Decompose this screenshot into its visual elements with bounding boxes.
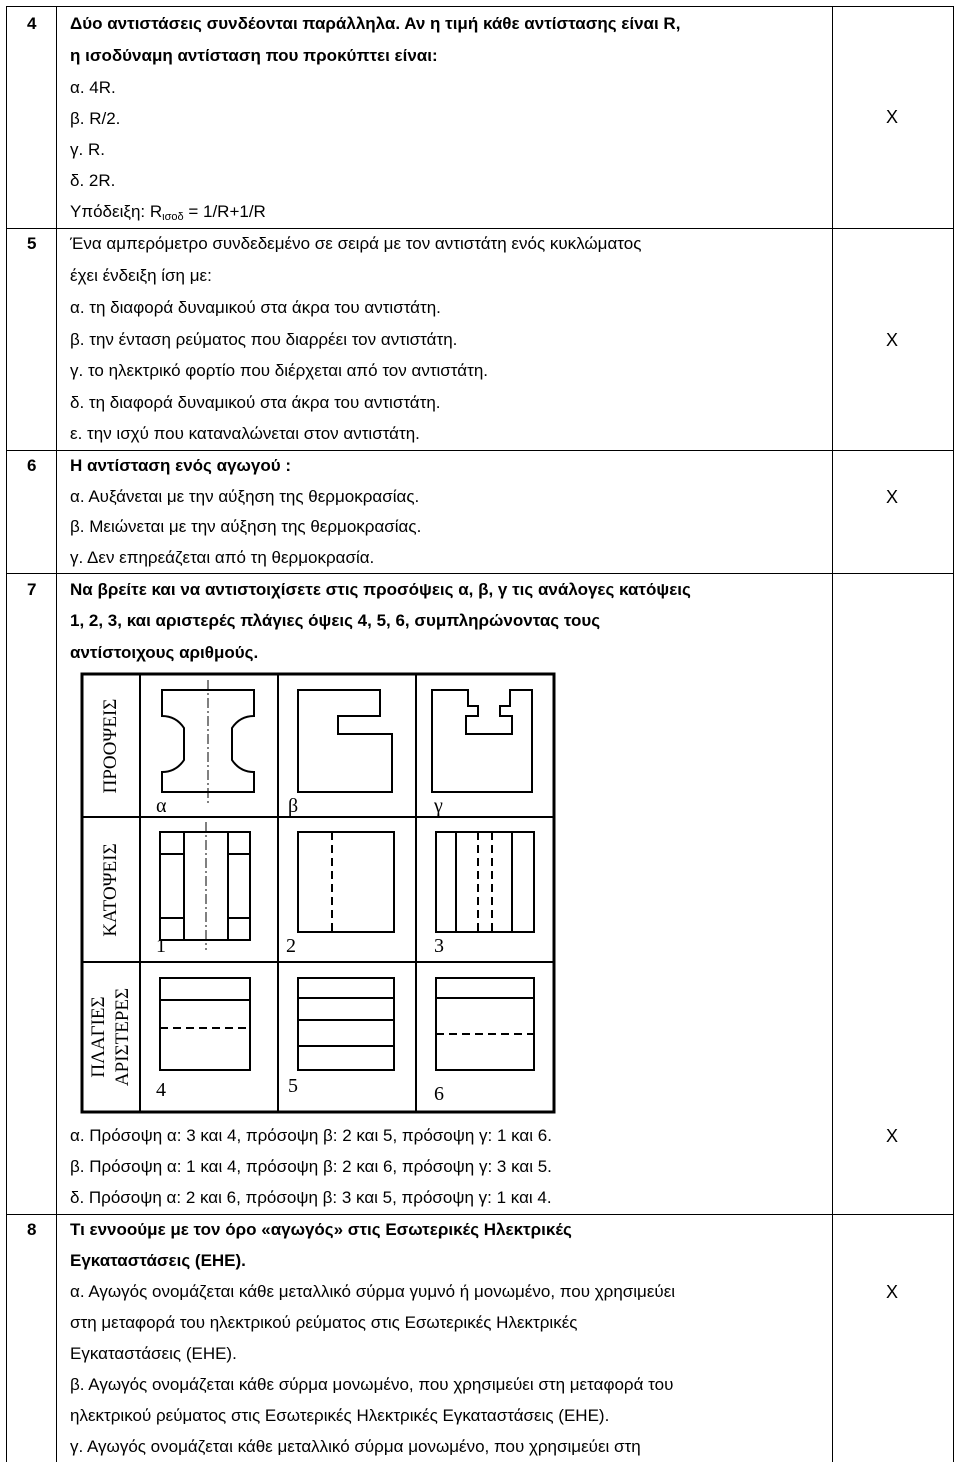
row-divider-7-8 bbox=[6, 1214, 954, 1215]
question-number: 5 bbox=[27, 234, 37, 253]
number-column-divider bbox=[56, 6, 57, 1462]
answer-option: στη μεταφορά του ηλεκτρικού ρεύματος στις Εσωτερικές Ηλεκτρικές bbox=[70, 1313, 578, 1332]
hint-suffix: = 1/R+1/R bbox=[183, 202, 266, 221]
correct-answer-mark: X bbox=[886, 330, 899, 350]
question-text: έχει ένδειξη ίση με: bbox=[70, 266, 212, 285]
answer-option: β. Πρόσοψη α: 1 και 4, πρόσοψη β: 2 και 6, πρόσοψη γ: 3 και 5. bbox=[70, 1157, 552, 1176]
row-divider-5-6 bbox=[6, 450, 954, 451]
cell-label-2: 2 bbox=[286, 935, 296, 957]
answer-option: α. Πρόσοψη α: 3 και 4, πρόσοψη β: 2 και 5, πρόσοψη γ: 1 και 6. bbox=[70, 1126, 552, 1145]
question-number: 7 bbox=[27, 580, 37, 599]
top-view-2-shape bbox=[298, 832, 394, 932]
hint-subscript: ισοδ bbox=[162, 211, 184, 223]
answer-option: β. Μειώνεται με την αύξηση της θερμοκρασίας. bbox=[70, 517, 422, 536]
table-border-top bbox=[6, 6, 954, 7]
correct-answer-mark: X bbox=[886, 107, 899, 127]
answer-option: α. Αγωγός ονομάζεται κάθε μεταλλικό σύρμα γυμνό ή μονωμένο, που χρησιμεύει bbox=[70, 1282, 676, 1301]
answer-option: γ. Αγωγός ονομάζεται κάθε μεταλλικό σύρμα μονωμένο, που χρησιμεύει στη bbox=[70, 1437, 641, 1456]
cell-label-alpha: α bbox=[156, 795, 167, 817]
answer-option: β. Αγωγός ονομάζεται κάθε σύρμα μονωμένο, που χρησιμεύει στη μεταφορά του bbox=[70, 1375, 674, 1394]
question-text: Εγκαταστάσεις (ΕΗΕ). bbox=[70, 1251, 246, 1270]
side-view-4-shape bbox=[160, 978, 250, 1070]
question-text: Η αντίσταση ενός αγωγού : bbox=[70, 456, 291, 475]
cell-label-1: 1 bbox=[156, 935, 166, 957]
question-number: 4 bbox=[27, 14, 37, 33]
hint-text bbox=[70, 202, 266, 227]
table-border-left bbox=[6, 6, 7, 1462]
answer-option: δ. 2R. bbox=[70, 171, 116, 190]
answer-option: ηλεκτρικού ρεύματος στις Εσωτερικές Ηλεκτρικές Εγκαταστάσεις (ΕΗΕ). bbox=[70, 1406, 610, 1425]
answer-option: ε. την ισχύ που καταναλώνεται στον αντιστάτη. bbox=[70, 424, 420, 443]
row-label-left: ΑΡΙΣΤΕΡΕΣ bbox=[112, 987, 133, 1087]
question-text: Να βρείτε και να αντιστοιχίσετε στις προσόψεις α, β, γ τις ανάλογες κατόψεις bbox=[70, 580, 691, 599]
answer-option: γ. Δεν επηρεάζεται από τη θερμοκρασία. bbox=[70, 548, 375, 567]
question-text: Ένα αμπερόμετρο συνδεδεμένο σε σειρά με τον αντιστάτη ενός κυκλώματος bbox=[70, 234, 642, 253]
cell-label-3: 3 bbox=[434, 935, 444, 957]
correct-answer-mark: X bbox=[886, 1126, 899, 1146]
question-text: η ισοδύναμη αντίσταση που προκύπτει είναι: bbox=[70, 46, 438, 65]
answer-option: Εγκαταστάσεις (ΕΗΕ). bbox=[70, 1344, 237, 1363]
cell-label-5: 5 bbox=[288, 1075, 298, 1097]
question-text: 1, 2, 3, και αριστερές πλάγιες όψεις 4, 5, 6, συμπληρώνοντας τους bbox=[70, 611, 601, 630]
front-view-beta-shape bbox=[298, 690, 392, 792]
question-text: Δύο αντιστάσεις συνδέονται παράλληλα. Αν η τιμή κάθε αντίστασης είναι R, bbox=[70, 14, 681, 33]
orthographic-views-figure bbox=[80, 672, 556, 1114]
row-divider-4-5 bbox=[6, 228, 954, 229]
row-label-side: ΠΛΑΓΙΕΣ bbox=[88, 996, 109, 1078]
answer-option: β. R/2. bbox=[70, 109, 121, 128]
row-divider-6-7 bbox=[6, 573, 954, 574]
side-view-5-shape bbox=[298, 978, 394, 1070]
answer-option: β. την ένταση ρεύματος που διαρρέει τον αντιστάτη. bbox=[70, 330, 458, 349]
table-border-right bbox=[953, 6, 954, 1462]
question-text: Τι εννοούμε με τον όρο «αγωγός» στις Εσωτερικές Ηλεκτρικές bbox=[70, 1220, 572, 1239]
answer-option: δ. τη διαφορά δυναμικού στα άκρα του αντιστάτη. bbox=[70, 393, 441, 412]
row-label-top-views: ΚΑΤΟΨΕΙΣ bbox=[100, 843, 121, 937]
top-view-1-shape bbox=[160, 822, 250, 950]
side-view-6-shape bbox=[436, 978, 534, 1070]
question-number: 6 bbox=[27, 456, 37, 475]
answer-option: α. τη διαφορά δυναμικού στα άκρα του αντιστάτη. bbox=[70, 298, 441, 317]
front-view-gamma-shape bbox=[432, 690, 532, 792]
cell-label-6: 6 bbox=[434, 1083, 444, 1105]
cell-label-4: 4 bbox=[156, 1079, 166, 1101]
answer-option: α. 4R. bbox=[70, 78, 116, 97]
answer-option: γ. R. bbox=[70, 140, 105, 159]
correct-answer-mark: X bbox=[886, 487, 899, 507]
correct-answer-mark: X bbox=[886, 1282, 899, 1302]
front-view-alpha-shape bbox=[162, 680, 254, 804]
hint-prefix: Υπόδειξη: R bbox=[70, 202, 163, 221]
row-label-front-views: ΠΡΟΟΨΕΙΣ bbox=[100, 698, 121, 794]
question-number: 8 bbox=[27, 1220, 37, 1239]
answer-option: γ. το ηλεκτρικό φορτίο που διέρχεται από τον αντιστάτη. bbox=[70, 361, 488, 380]
cell-label-gamma: γ bbox=[434, 795, 443, 817]
question-text: αντίστοιχους αριθμούς. bbox=[70, 643, 259, 662]
answer-option: α. Αυξάνεται με την αύξηση της θερμοκρασίας. bbox=[70, 487, 420, 506]
cell-label-beta: β bbox=[288, 795, 299, 817]
top-view-3-shape bbox=[436, 832, 534, 932]
answer-option: δ. Πρόσοψη α: 2 και 6, πρόσοψη β: 3 και 5, πρόσοψη γ: 1 και 4. bbox=[70, 1188, 552, 1207]
answer-column-divider bbox=[832, 6, 833, 1462]
